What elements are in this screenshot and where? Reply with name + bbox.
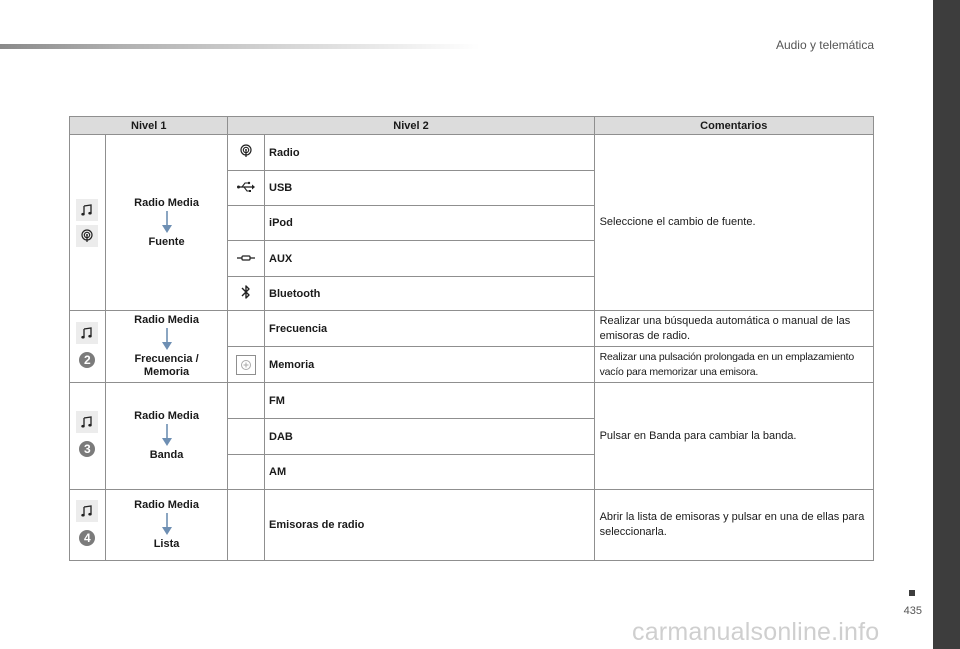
level1-title: Radio Media: [134, 314, 199, 326]
radio-source-icon: [76, 225, 98, 247]
level2-label: Frecuencia: [265, 311, 595, 347]
step-badge: 3: [79, 441, 95, 457]
level2-label: iPod: [265, 206, 595, 241]
level2-label: AUX: [265, 241, 595, 277]
arrow-down-icon: [161, 513, 173, 537]
aux-icon: [237, 254, 255, 262]
comment-cell: Pulsar en Banda para cambiar la banda.: [594, 383, 873, 490]
empty-icon-cell: [228, 455, 265, 490]
menu-table: [69, 116, 874, 561]
level1-subtitle: Lista: [153, 538, 180, 550]
group-icons: [70, 135, 106, 311]
step-badge: 4: [79, 530, 95, 546]
level1-title: Radio Media: [134, 196, 199, 209]
level1-title: Radio Media: [134, 410, 199, 422]
level2-label: AM: [265, 455, 595, 490]
level1-subtitle: Banda: [149, 449, 184, 461]
top-gradient-bar: [0, 44, 480, 49]
comment-cell: Abrir la lista de emisoras y pulsar en una de ellas para seleccionarla.: [594, 490, 873, 561]
level1-cell-fuente: [105, 135, 228, 311]
table-header-row: [70, 117, 874, 135]
level1-cell-frecuencia: [105, 311, 228, 383]
table-row: [70, 135, 874, 171]
level1-subtitle: Frecuencia / Memoria: [134, 353, 199, 378]
level1-title: Radio Media: [134, 499, 199, 511]
music-note-icon: [76, 411, 98, 433]
level2-label: DAB: [265, 419, 595, 455]
level2-label: Bluetooth: [265, 277, 595, 311]
level1-cell-lista: [105, 490, 228, 561]
step-badge: 2: [79, 352, 95, 368]
usb-icon: [237, 181, 255, 193]
arrow-down-icon: [161, 424, 173, 448]
aux-icon-cell: [228, 241, 265, 277]
level2-label: Radio: [265, 135, 595, 171]
page-edge-bar: [933, 0, 960, 649]
level2-label: Memoria: [265, 347, 595, 383]
usb-icon-cell: [228, 171, 265, 206]
level2-label: FM: [265, 383, 595, 419]
watermark: carmanualsonline.info: [632, 618, 880, 646]
music-note-icon: [76, 322, 98, 344]
arrow-down-icon: [161, 328, 173, 352]
page-marker: [909, 590, 915, 596]
level1-cell-banda: [105, 383, 228, 490]
empty-icon-cell: [228, 490, 265, 561]
table-row: [70, 311, 874, 347]
table-row: [70, 383, 874, 419]
level1-subtitle: Fuente: [148, 235, 185, 248]
level2-label: Emisoras de radio: [265, 490, 595, 561]
header-level1: Nivel 1: [70, 117, 228, 135]
music-note-icon: [76, 500, 98, 522]
empty-icon-cell: [228, 419, 265, 455]
group-icons: [70, 383, 106, 490]
header-level2: Nivel 2: [228, 117, 594, 135]
empty-icon-cell: [228, 311, 265, 347]
radio-icon: [239, 144, 253, 158]
group-icons: [70, 311, 106, 383]
bluetooth-icon: [241, 284, 251, 300]
empty-icon-cell: [228, 206, 265, 241]
header-comments: Comentarios: [594, 117, 873, 135]
music-note-icon: [76, 199, 98, 221]
arrow-down-icon: [161, 211, 173, 235]
radio-icon-cell: [228, 135, 265, 171]
table-row: [70, 490, 874, 561]
empty-icon-cell: [228, 383, 265, 419]
bluetooth-icon-cell: [228, 277, 265, 311]
comment-cell: Realizar una búsqueda automática o manual de las emisoras de radio.: [594, 311, 873, 347]
level2-label: USB: [265, 171, 595, 206]
comment-cell: Seleccione el cambio de fuente.: [594, 135, 873, 311]
page-number: 435: [903, 605, 922, 617]
memory-icon: [236, 355, 256, 375]
comment-cell: Realizar una pulsación prolongada en un emplazamiento vacío para memorizar una emisora.: [594, 347, 873, 383]
memory-icon-cell: [228, 347, 265, 383]
group-icons: [70, 490, 106, 561]
section-title: Audio y telemática: [775, 38, 874, 52]
